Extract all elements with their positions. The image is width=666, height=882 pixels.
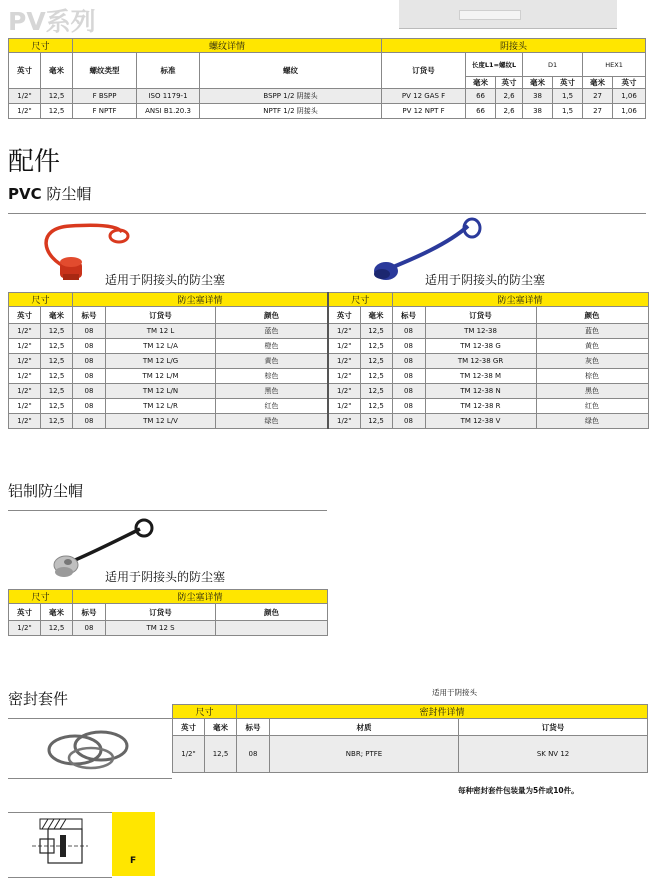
legend-type-label: F: [130, 856, 137, 866]
group-detail: 防尘塞详情: [392, 293, 648, 307]
cell-order: TM 12 L/N: [106, 384, 216, 399]
cell-mm: 12,5: [360, 339, 392, 354]
cell-order: TM 12 L/R: [106, 399, 216, 414]
alu-table: [8, 589, 328, 636]
pvc-title-suffix: 防尘帽: [41, 185, 92, 203]
cell-mm: 12,5: [360, 324, 392, 339]
col-standard: 标准: [137, 53, 200, 89]
cell-color: 棕色: [536, 369, 648, 384]
alu-caption: 适用于阴接头的防尘塞: [105, 570, 226, 584]
table-row: [328, 414, 648, 429]
table-row: [9, 104, 646, 119]
cell-code: 08: [392, 384, 425, 399]
cell-order: TM 12-38 R: [425, 399, 536, 414]
col-code: 标号: [73, 307, 106, 324]
cell-thread: NPTF 1/2 阴接头: [200, 104, 382, 119]
main-spec-table: [8, 38, 646, 119]
group-detail: 密封件详情: [237, 705, 648, 719]
cell-l-in: 2,6: [496, 104, 523, 119]
pvc-right-body: [328, 324, 648, 429]
cell-mm: 12,5: [360, 414, 392, 429]
cell-code: 08: [73, 621, 106, 636]
table-row: [173, 736, 648, 773]
cell-order: TM 12 L/G: [106, 354, 216, 369]
col-order: 订货号: [459, 719, 648, 736]
group-size: 尺寸: [173, 705, 237, 719]
cell-d-mm: 38: [523, 89, 553, 104]
col-code: 标号: [73, 604, 106, 621]
sub-inch: 英寸: [613, 77, 646, 89]
cell-inch: 1/2": [9, 354, 41, 369]
cell-code: 08: [73, 339, 106, 354]
cell-mm: 12,5: [41, 104, 73, 119]
cell-inch: 1/2": [328, 399, 360, 414]
group-size: 尺寸: [9, 293, 73, 307]
cell-mm: 12,5: [41, 384, 73, 399]
cell-order: PV 12 GAS F: [382, 89, 466, 104]
page-title: PV系列: [8, 7, 96, 36]
cell-inch: 1/2": [328, 369, 360, 384]
table-row: [9, 399, 328, 414]
cell-code: 08: [73, 414, 106, 429]
cell-h-mm: 27: [583, 104, 613, 119]
cell-color: 绿色: [536, 414, 648, 429]
table-row: [9, 414, 328, 429]
cell-standard: ISO 1179-1: [137, 89, 200, 104]
table-row: [9, 89, 646, 104]
cell-mm: 12,5: [360, 354, 392, 369]
cell-mm: 12,5: [360, 384, 392, 399]
table-row: [328, 384, 648, 399]
table-row: [9, 621, 328, 636]
pvc-right-table: [327, 292, 649, 429]
table-row: [9, 354, 328, 369]
cell-mm: 12,5: [41, 414, 73, 429]
group-detail: 防尘塞详情: [73, 293, 328, 307]
cell-type: F NPTF: [73, 104, 137, 119]
cell-l-in: 2,6: [496, 89, 523, 104]
cell-h-in: 1,06: [613, 104, 646, 119]
divider: [8, 718, 172, 719]
col-inch: 英寸: [328, 307, 360, 324]
cell-inch: 1/2": [9, 104, 41, 119]
pvc-title: [8, 183, 91, 204]
table-row: [9, 324, 328, 339]
cell-order: TM 12 L/A: [106, 339, 216, 354]
cell-color: 黑色: [536, 384, 648, 399]
col-thread-type: 螺纹类型: [73, 53, 137, 89]
cell-order: TM 12-38 G: [425, 339, 536, 354]
table-row: [9, 369, 328, 384]
cell-order: TM 12-38: [425, 324, 536, 339]
cell-order: PV 12 NPT F: [382, 104, 466, 119]
cell-order: TM 12-38 GR: [425, 354, 536, 369]
col-inch: 英寸: [9, 53, 41, 89]
cell-code: 08: [73, 399, 106, 414]
cell-color: 橙色: [216, 339, 328, 354]
cell-code: 08: [237, 736, 270, 773]
cell-color: 灰色: [536, 354, 648, 369]
cell-inch: 1/2": [9, 621, 41, 636]
cell-color: 绿色: [216, 414, 328, 429]
cell-color: 黄色: [536, 339, 648, 354]
cell-mm: 12,5: [41, 369, 73, 384]
cell-code: 08: [73, 354, 106, 369]
seal-title: 密封套件: [8, 690, 69, 708]
seal-table: [172, 704, 648, 773]
cell-mm: 12,5: [41, 354, 73, 369]
cell-type: F BSPP: [73, 89, 137, 104]
cell-mm: 12,5: [41, 324, 73, 339]
female-thread-drawing: [30, 815, 90, 873]
seal-rings-image: [45, 724, 135, 776]
cell-h-in: 1,06: [613, 89, 646, 104]
cell-code: 08: [392, 354, 425, 369]
cell-code: 08: [392, 339, 425, 354]
col-order: 订货号: [106, 604, 216, 621]
cell-mm: 12,5: [41, 399, 73, 414]
sub-mm: 毫米: [466, 77, 496, 89]
col-mm: 毫米: [360, 307, 392, 324]
col-mm: 毫米: [205, 719, 237, 736]
pvc-left-table: [8, 292, 328, 429]
cell-order: TM 12-38 M: [425, 369, 536, 384]
col-d1: D1: [523, 53, 583, 77]
cell-inch: 1/2": [9, 324, 41, 339]
divider: [8, 213, 646, 214]
table-row: [9, 384, 328, 399]
cell-mm: 12,5: [41, 339, 73, 354]
cell-inch: 1/2": [328, 339, 360, 354]
cell-mm: 12,5: [360, 399, 392, 414]
header-product-image: [399, 0, 617, 29]
table-row: [328, 369, 648, 384]
cell-h-mm: 27: [583, 89, 613, 104]
col-inch: 英寸: [9, 604, 41, 621]
col-thread: 螺纹: [200, 53, 382, 89]
cell-inch: 1/2": [9, 369, 41, 384]
col-inch: 英寸: [173, 719, 205, 736]
sub-inch: 英寸: [496, 77, 523, 89]
group-size: 尺寸: [9, 590, 73, 604]
cell-color: [216, 621, 328, 636]
table-row: [328, 399, 648, 414]
cell-d-mm: 38: [523, 104, 553, 119]
col-mm: 毫米: [41, 604, 73, 621]
col-material: 材质: [270, 719, 459, 736]
cell-mm: 12,5: [41, 89, 73, 104]
group-female: 阴接头: [382, 39, 646, 53]
cell-thread: BSPP 1/2 阴接头: [200, 89, 382, 104]
cell-code: 08: [392, 369, 425, 384]
pvc-caption-right: 适用于阴接头的防尘塞: [425, 273, 546, 287]
cell-inch: 1/2": [9, 399, 41, 414]
group-thread: 螺纹详情: [73, 39, 382, 53]
cell-d-in: 1,5: [553, 104, 583, 119]
accessories-title: 配件: [8, 147, 61, 177]
cell-inch: 1/2": [328, 354, 360, 369]
table-row: [328, 354, 648, 369]
cell-order: TM 12-38 V: [425, 414, 536, 429]
col-mm: 毫米: [41, 307, 73, 324]
group-detail: 防尘塞详情: [73, 590, 328, 604]
cell-inch: 1/2": [9, 339, 41, 354]
cell-standard: ANSI B1.20.3: [137, 104, 200, 119]
cell-inch: 1/2": [328, 414, 360, 429]
cell-order: TM 12 S: [106, 621, 216, 636]
pvc-left-body: [9, 324, 328, 429]
pvc-title-prefix: PVC: [8, 185, 42, 203]
cell-code: 08: [73, 369, 106, 384]
cell-color: 红色: [216, 399, 328, 414]
pvc-caption-left: 适用于阴接头的防尘塞: [105, 273, 226, 287]
cell-inch: 1/2": [328, 384, 360, 399]
cell-color: 蓝色: [536, 324, 648, 339]
seal-footnote: 每种密封套件包装量为5件或10件。: [458, 786, 579, 795]
cell-inch: 1/2": [173, 736, 205, 773]
cell-mm: 12,5: [41, 621, 73, 636]
cell-d-in: 1,5: [553, 89, 583, 104]
cell-order: TM 12 L: [106, 324, 216, 339]
cell-order: TM 12 L/M: [106, 369, 216, 384]
cell-l-mm: 66: [466, 104, 496, 119]
cell-order: SK NV 12: [459, 736, 648, 773]
cell-inch: 1/2": [9, 384, 41, 399]
cell-inch: 1/2": [328, 324, 360, 339]
cell-order: TM 12 L/V: [106, 414, 216, 429]
col-mm: 毫米: [41, 53, 73, 89]
cell-code: 08: [73, 324, 106, 339]
cell-inch: 1/2": [9, 89, 41, 104]
col-inch: 英寸: [9, 307, 41, 324]
seal-top-note: 适用于阴接头: [432, 688, 477, 697]
cell-code: 08: [392, 324, 425, 339]
cell-code: 08: [392, 399, 425, 414]
group-size: 尺寸: [9, 39, 73, 53]
divider: [8, 510, 327, 511]
col-length: 长度L1=螺纹L: [466, 53, 523, 77]
cell-color: 棕色: [216, 369, 328, 384]
cell-l-mm: 66: [466, 89, 496, 104]
cell-order: TM 12-38 N: [425, 384, 536, 399]
cell-material: NBR; PTFE: [270, 736, 459, 773]
col-code: 标号: [392, 307, 425, 324]
cell-code: 08: [73, 384, 106, 399]
col-color: 颜色: [536, 307, 648, 324]
col-order: 订货号: [382, 53, 466, 89]
legend-type-box: [112, 812, 155, 876]
col-order: 订货号: [106, 307, 216, 324]
cell-mm: 12,5: [360, 369, 392, 384]
alu-title: 铝制防尘帽: [8, 482, 84, 500]
col-hex1: HEX1: [583, 53, 646, 77]
cell-color: 黑色: [216, 384, 328, 399]
cell-code: 08: [392, 414, 425, 429]
table-row: [328, 324, 648, 339]
col-color: 颜色: [216, 307, 328, 324]
table-row: [328, 339, 648, 354]
cell-color: 蓝色: [216, 324, 328, 339]
col-order: 订货号: [425, 307, 536, 324]
group-size: 尺寸: [328, 293, 392, 307]
table-row: [9, 339, 328, 354]
col-code: 标号: [237, 719, 270, 736]
sub-mm: 毫米: [583, 77, 613, 89]
cell-color: 红色: [536, 399, 648, 414]
cell-color: 黄色: [216, 354, 328, 369]
divider: [8, 778, 172, 779]
col-color: 颜色: [216, 604, 328, 621]
sub-inch: 英寸: [553, 77, 583, 89]
cell-mm: 12,5: [205, 736, 237, 773]
sub-mm: 毫米: [523, 77, 553, 89]
cell-inch: 1/2": [9, 414, 41, 429]
